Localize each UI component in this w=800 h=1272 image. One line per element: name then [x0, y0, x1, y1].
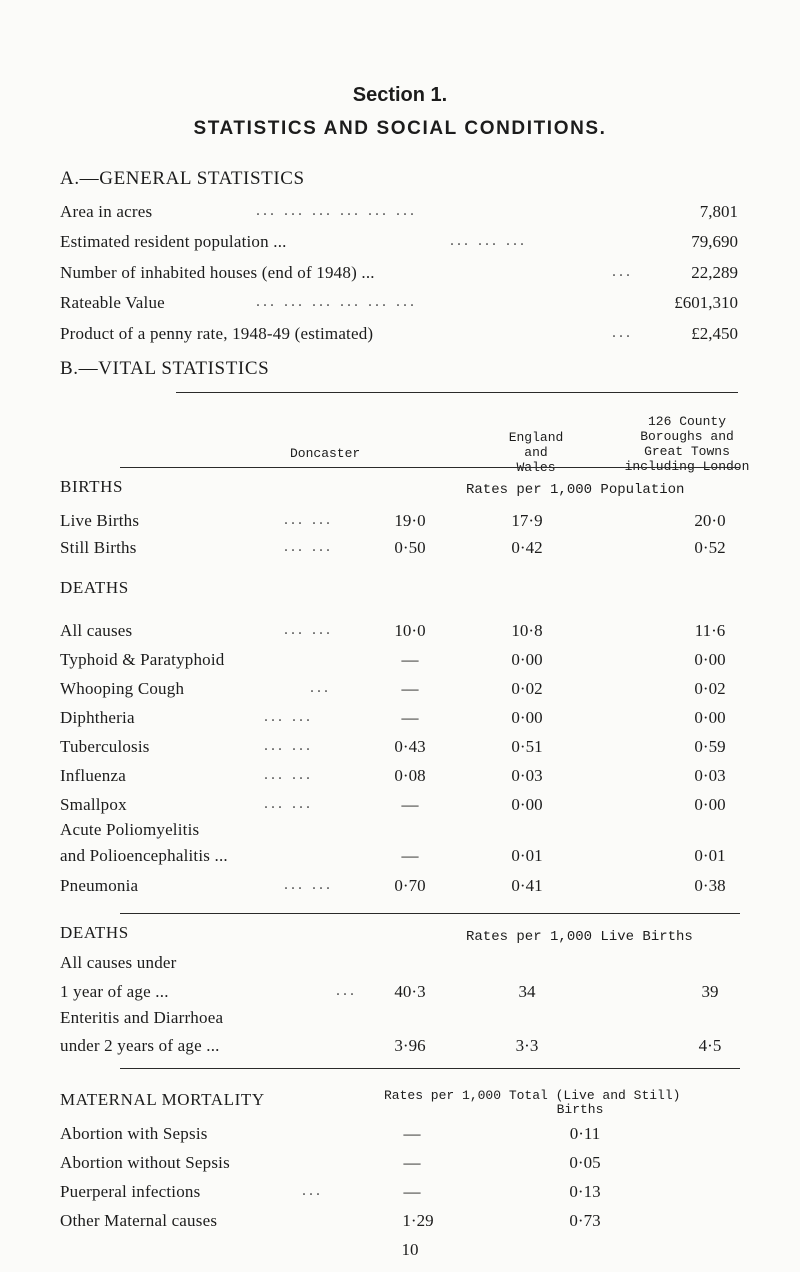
births-row-label: Still Births: [60, 538, 137, 557]
county-value: 0·52: [694, 538, 726, 557]
leader-dots: ... ... ... ... ... ...: [256, 202, 417, 219]
page-number: 10: [401, 1240, 419, 1259]
england-value: 0·03: [511, 766, 543, 785]
county-value: 0·38: [694, 876, 726, 895]
doncaster-value: 19·0: [394, 511, 426, 530]
doncaster-value: 0·43: [394, 737, 426, 756]
doncaster-value: —: [401, 679, 419, 698]
england-value: 0·02: [511, 679, 543, 698]
deaths-row-label: Acute Poliomyelitis: [60, 820, 200, 839]
county-value: 11·6: [694, 621, 726, 640]
england-value: 0·05: [569, 1153, 601, 1172]
england-value: 0·00: [511, 708, 543, 727]
general-row-label: Estimated resident population ...: [60, 232, 287, 251]
doncaster-value: 1·29: [402, 1211, 434, 1230]
maternal-heading: MATERNAL MORTALITY: [60, 1090, 265, 1109]
maternal-row-label: Puerperal infections: [60, 1182, 201, 1201]
infant-row-label-cont: under 2 years of age ...: [60, 1036, 220, 1055]
deaths-row-label: Typhoid & Paratyphoid: [60, 650, 225, 669]
england-value: 3·3: [515, 1036, 539, 1055]
infant-bottom-rule: [120, 1068, 740, 1069]
england-value: 0·00: [511, 795, 543, 814]
doncaster-value: 0·70: [394, 876, 426, 895]
deaths-heading: DEATHS: [60, 578, 129, 597]
doncaster-value: —: [401, 708, 419, 727]
deaths-row-label: Smallpox: [60, 795, 127, 814]
england-value: 0·73: [569, 1211, 601, 1230]
infant-deaths-heading: DEATHS: [60, 923, 129, 942]
deaths-row-label: Tuberculosis: [60, 737, 150, 756]
county-value: 0·59: [694, 737, 726, 756]
england-value: 0·42: [511, 538, 543, 557]
general-row-value: 7,801: [699, 202, 738, 221]
births-rate-note: Rates per 1,000 Population: [466, 482, 685, 498]
table-top-rule: [176, 392, 738, 393]
deaths-row-label: Diphtheria: [60, 708, 135, 727]
county-value: 4·5: [698, 1036, 722, 1055]
england-value: 0·00: [511, 650, 543, 669]
leader-dots: ...: [302, 1182, 323, 1199]
maternal-row-label: Abortion without Sepsis: [60, 1153, 230, 1172]
england-value: 17·9: [511, 511, 543, 530]
deaths-row-label: Influenza: [60, 766, 126, 785]
doncaster-value: —: [401, 650, 419, 669]
england-value: 34: [518, 982, 536, 1001]
county-value: 20·0: [694, 511, 726, 530]
infant-row-label: Enteritis and Diarrhoea: [60, 1008, 224, 1027]
england-value: 0·11: [569, 1124, 601, 1143]
leader-dots: ... ... ...: [450, 232, 527, 249]
deaths-bottom-rule: [120, 913, 740, 914]
maternal-rate-note: Rates per 1,000 Total (Live and Still): [384, 1088, 681, 1103]
doncaster-value: 0·50: [394, 538, 426, 557]
doncaster-value: —: [403, 1124, 421, 1143]
births-heading: BIRTHS: [60, 477, 124, 496]
leader-dots: ... ...: [284, 511, 333, 528]
leader-dots: ...: [612, 324, 633, 341]
county-value: 39: [701, 982, 719, 1001]
county-value: 0·02: [694, 679, 726, 698]
leader-dots: ... ...: [284, 538, 333, 555]
leader-dots: ...: [336, 982, 357, 999]
leader-dots: ... ...: [264, 795, 313, 812]
general-row-value: 22,289: [691, 263, 738, 282]
general-row-label: Area in acres: [60, 202, 153, 221]
general-row-label: Product of a penny rate, 1948-49 (estimated): [60, 324, 374, 343]
county-value: 0·03: [694, 766, 726, 785]
births-row-label: Live Births: [60, 511, 140, 530]
doncaster-value: 0·08: [394, 766, 426, 785]
england-value: 0·13: [569, 1182, 601, 1201]
section-title: Section 1.: [352, 84, 448, 106]
infant-rate-note: Rates per 1,000 Live Births: [466, 929, 693, 945]
county-value: 0·00: [694, 650, 726, 669]
england-value: 0·01: [511, 846, 543, 865]
maternal-row-label: Other Maternal causes: [60, 1211, 218, 1230]
county-value: 0·00: [694, 708, 726, 727]
leader-dots: ... ...: [264, 708, 313, 725]
general-row-value: 79,690: [691, 232, 738, 251]
england-value: 0·51: [511, 737, 543, 756]
deaths-row-label: Pneumonia: [60, 876, 139, 895]
deaths-row-label-cont: and Polioencephalitis ...: [60, 846, 228, 865]
county-value: 0·00: [694, 795, 726, 814]
col-header-doncaster: Doncaster: [290, 446, 361, 461]
maternal-row-label: Abortion with Sepsis: [60, 1124, 208, 1143]
general-row-value: £601,310: [674, 293, 738, 312]
deaths-row-label: All causes: [60, 621, 133, 640]
doncaster-value: —: [403, 1153, 421, 1172]
general-row-value: £2,450: [691, 324, 738, 343]
county-value: 0·01: [694, 846, 726, 865]
leader-dots: ... ...: [264, 737, 313, 754]
england-value: 10·8: [511, 621, 543, 640]
doncaster-value: 10·0: [394, 621, 426, 640]
doncaster-value: —: [401, 795, 419, 814]
infant-row-label-cont: 1 year of age ...: [60, 982, 169, 1001]
leader-dots: ...: [310, 679, 331, 696]
general-row-label: Number of inhabited houses (end of 1948) ...: [60, 263, 375, 282]
general-heading: A.—GENERAL STATISTICS: [60, 168, 305, 189]
header-bottom-rule: [120, 467, 740, 468]
maternal-rate-note-births: Births: [556, 1102, 604, 1117]
doncaster-value: —: [401, 846, 419, 865]
col-header-county: 126 County Boroughs and Great Towns including London: [624, 414, 750, 474]
main-title: STATISTICS AND SOCIAL CONDITIONS.: [193, 118, 607, 139]
doncaster-value: 3·96: [394, 1036, 426, 1055]
doncaster-value: —: [403, 1182, 421, 1201]
leader-dots: ... ...: [264, 766, 313, 783]
general-row-label: Rateable Value: [60, 293, 165, 312]
doncaster-value: 40·3: [394, 982, 426, 1001]
leader-dots: ...: [612, 263, 633, 280]
leader-dots: ... ...: [284, 876, 333, 893]
leader-dots: ... ...: [284, 621, 333, 638]
col-header-england: England and Wales: [508, 430, 564, 475]
england-value: 0·41: [511, 876, 543, 895]
leader-dots: ... ... ... ... ... ...: [256, 293, 417, 310]
vital-heading: B.—VITAL STATISTICS: [60, 358, 270, 379]
deaths-row-label: Whooping Cough: [60, 679, 185, 698]
infant-row-label: All causes under: [60, 953, 177, 972]
